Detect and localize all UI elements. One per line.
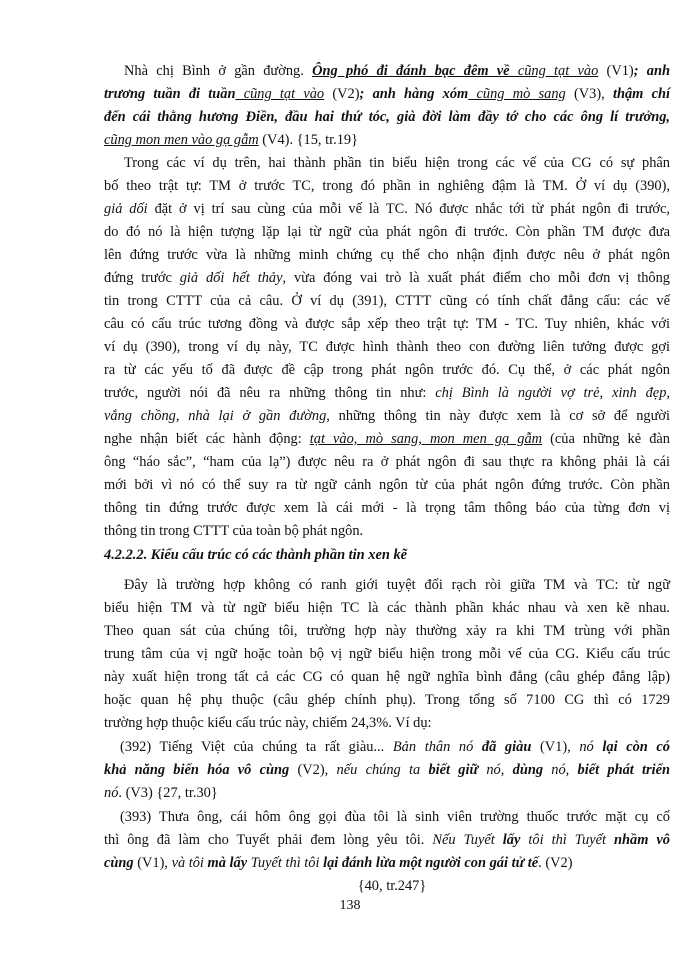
example-393	[104, 806, 670, 898]
text-line: thông tin trong CTTT của toàn bộ phát ngôn.	[104, 523, 364, 539]
text-line: (393) Thưa ông, cái hôm ông gọi đùa tôi là sinh viên trường thuốc trước mặt cụ cố	[120, 809, 670, 825]
text-line: Theo quan sát của chúng tôi, trường hợp này thường xảy ra khi TM trùng với phần	[104, 623, 670, 639]
interleaved-structure-paragraph	[104, 574, 670, 735]
text-line: biểu hiện TM và từ ngữ biểu hiện TC là các thành phần khác nhau và xen kẽ nhau.	[104, 600, 670, 616]
text-line: hoặc quan hệ phụ thuộc (câu ghép chính phụ). Trong tổng số 7100 CG thì có 1729	[104, 692, 670, 708]
page-number: 138	[339, 898, 361, 913]
analysis-paragraph	[104, 152, 670, 543]
text-line: ví dụ (390), trong ví dụ này, TC được hình thành theo con đường liên tưởng được gợi	[104, 339, 670, 355]
text-line: Nhà chị Bình ở gần đường. Ông phó đi đánh bạc đêm về cũng tạt vào (V1); anh	[124, 63, 670, 79]
text-line: ra từ các yếu tố đã được đề cập trong phát ngôn trước đó. Cụ thể, ở các phát ngôn	[104, 362, 670, 378]
text-line: cũng mon men vào gạ gẫm (V4). {15, tr.19}	[104, 132, 359, 148]
text-line: giả dối đặt ở vị trí sau cùng của mỗi vế là TC. Nó được nhắc tới từ phát ngôn đi trước,	[104, 201, 670, 217]
text-line: nghe nhận biết các hành động: tạt vào, mò sang, mon men gạ gẫm (của những kẻ đàn	[104, 431, 670, 447]
text-line: câu có cấu trúc tương đồng và được sắp xếp theo trật tự: TM - TC. Tuy nhiên, khác với	[104, 316, 670, 332]
text-line: tin trong CTTT của cả câu. Ở ví dụ (391), CTTT cũng có tính chất đẳng cấu: các vế	[104, 293, 670, 309]
text-line: do đó nó là hiện tượng lặp lại từ ngữ của phát ngôn đi trước. Còn phần TM được đưa	[104, 224, 670, 240]
text-line: trường hợp thuộc kiểu cấu trúc này, chiếm 24,3%. Ví dụ:	[104, 715, 432, 731]
text-line: trung tâm của vị ngữ hoặc toàn bộ vị ngữ biểu hiện trong mỗi vế của CG. Kiểu cấu trúc	[104, 646, 670, 662]
text-line: mới bởi vì nó có thể suy ra từ ngữ cảnh ngôn từ của phát ngôn đứng trước. Còn phần	[104, 477, 670, 493]
text-line: Trong các ví dụ trên, hai thành phần tin biểu hiện trong các vế của CG có sự phân	[124, 155, 670, 171]
text-line: vắng chồng, nhà lại ở gần đường, những thông tin này được xem là cơ sở để người	[104, 408, 671, 424]
text-line: thông tin đứng trước được xem là cái mới - là trọng tâm thông báo của từng đơn vị	[104, 500, 670, 516]
section-heading-block	[104, 544, 670, 567]
section-heading: 4.2.2.2. Kiểu cấu trúc có các thành phần tin xen kẽ	[104, 547, 408, 563]
text-line: cùng (V1), và tôi mà lấy Tuyết thì tôi lại đánh lừa một người con gái tử tế. (V2)	[104, 855, 573, 871]
example-391-paragraph	[104, 60, 670, 152]
text-line: ông “háo sắc”, “ham của lạ”) được nêu ra ở phát ngôn đi sau thực ra không phải là cái	[104, 454, 670, 470]
text-line: (392) Tiếng Việt của chúng ta rất giàu... Bản thân nó đã giàu (V1), nó lại còn có	[120, 739, 670, 755]
text-line: bố theo trật tự: TM ở trước TC, trong đó phần in nghiêng đậm là TM. Ở ví dụ (390),	[104, 178, 670, 194]
text-line: này xuất hiện trong tất cả các CG có quan hệ ngữ nghĩa bình đẳng (câu ghép đẳng lập)	[104, 669, 670, 685]
text-line: lên đứng trước vừa là những minh chứng cụ thể cho nhận định được nêu ở phát ngôn	[104, 247, 670, 263]
text-line: khả năng biến hóa vô cùng (V2), nếu chúng ta biết giữ nó, dùng nó, biết phát triển	[104, 762, 671, 778]
text-line: đứng trước giả dối hết thảy, vừa đóng vai trò là xuất phát điểm cho mỗi đơn vị thông	[104, 270, 670, 286]
text-line: đến cái thằng hương Điền, đầu hai thứ tóc, già đời làm đầy tớ cho các ông lí trưởng,	[104, 109, 670, 125]
text-line: nó. (V3) {27, tr.30}	[104, 785, 218, 801]
text-line: trước, người nói đã nêu ra những thông tin như: chị Bình là người vợ trẻ, xinh đẹp,	[104, 385, 670, 401]
example-392	[104, 736, 670, 805]
text-line: trương tuần đi tuần cũng tạt vào (V2); anh hàng xóm cũng mò sang (V3), thậm chí	[104, 86, 670, 102]
citation: {40, tr.247}	[357, 878, 427, 894]
text-line: thì ông đã làm cho Tuyết phải đem lòng yêu tôi. Nếu Tuyết lấy tôi thì Tuyết nhầm vô	[104, 832, 670, 848]
text-line: Đây là trường hợp không có ranh giới tuyệt đối rạch ròi giữa TM và TC: từ ngữ	[124, 577, 670, 593]
